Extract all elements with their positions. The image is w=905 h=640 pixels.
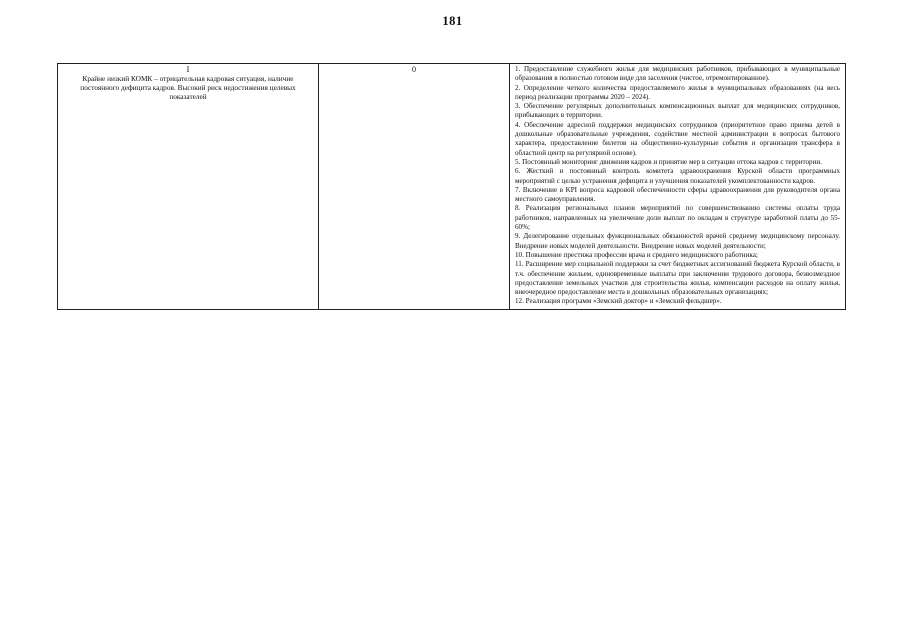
list-item: 3. Обеспечение регулярных дополнительных компенсационных выплат для медицинских сотрудников, прибывающих в территории. bbox=[515, 102, 840, 120]
list-item: 6. Жесткий и постоянный контроль комитета здравоохранения Курской области программных мероприятий с целью устранения дефицита и улучшения показателей укомплектованности кадров. bbox=[515, 167, 840, 185]
list-item: 9. Делегирование отдельных функциональных обязанностей врачей среднему медицинскому персоналу. Внедрение новых моделей деятельности. Внедрение новых моделей деятельности; bbox=[515, 232, 840, 250]
list-item: 12. Реализация программ «Земский доктор» и «Земский фельдшер». bbox=[515, 297, 722, 306]
list-item: 7. Включение в KPI вопроса кадровой обеспеченности сферы здравоохранения для руководителя органа местного самоуправления. bbox=[515, 185, 840, 204]
value-cell bbox=[319, 64, 510, 310]
list-item: 1. Предоставление служебного жилья для медицинских работников, прибывающих в муниципальные образования в полностью готовом виде для заселения (чистое, отремонтированное). bbox=[515, 65, 840, 83]
list-item: 4. Обеспечение адресной поддержки медицинских сотрудников (приоритетное право приема детей в дошкольные образовательные учреждения, содействие местной администрации в вопросах бытового характера, предоставление билетов на общественно-культурные события и организация трансфера в областной центр на регулярной основе). bbox=[515, 120, 840, 157]
level-number: I bbox=[186, 65, 190, 74]
list-item: 5. Постоянный мониторинг движения кадров и принятие мер в ситуации оттока кадров с территории. bbox=[515, 157, 822, 166]
list-item: 10. Повышение престижа профессии врача и среднего медицинского работника; bbox=[515, 250, 758, 259]
list-item: 8. Реализация региональных планов мероприятий по совершенствованию системы оплаты труда работников, направленных на увеличение доли выплат по окладам в структуре заработной платы до 55-60%; bbox=[515, 204, 840, 232]
table-row bbox=[58, 64, 846, 310]
measures-cell bbox=[510, 64, 846, 310]
level-description: Крайне низкий КОМК – отрицательная кадровая ситуация, наличие постоянного дефицита кадров. Высокий риск недостижения целевых показателей bbox=[80, 74, 296, 101]
page-number: 181 bbox=[442, 14, 463, 28]
list-item: 2. Определение четкого количества предоставляемого жилья в муниципальных образованиях (на весь период реализации программы 2020 – 2024). bbox=[515, 83, 840, 101]
indicator-value: 0 bbox=[412, 65, 416, 74]
level-cell bbox=[58, 64, 319, 310]
measures-list bbox=[515, 65, 840, 307]
list-item: 11. Расширение мер социальной поддержки за счет бюджетных ассигнований бюджета Курской области, в т.ч. обеспечение жильем, единовременные выплаты при заключении трудового договора, безвозмездное предоставление земельных участков для строительства жилья, компенсации расходов на оплату жилья, внеочередное предоставление места в дошкольных образовательных организациях; bbox=[515, 260, 840, 297]
measures-table bbox=[57, 63, 846, 310]
